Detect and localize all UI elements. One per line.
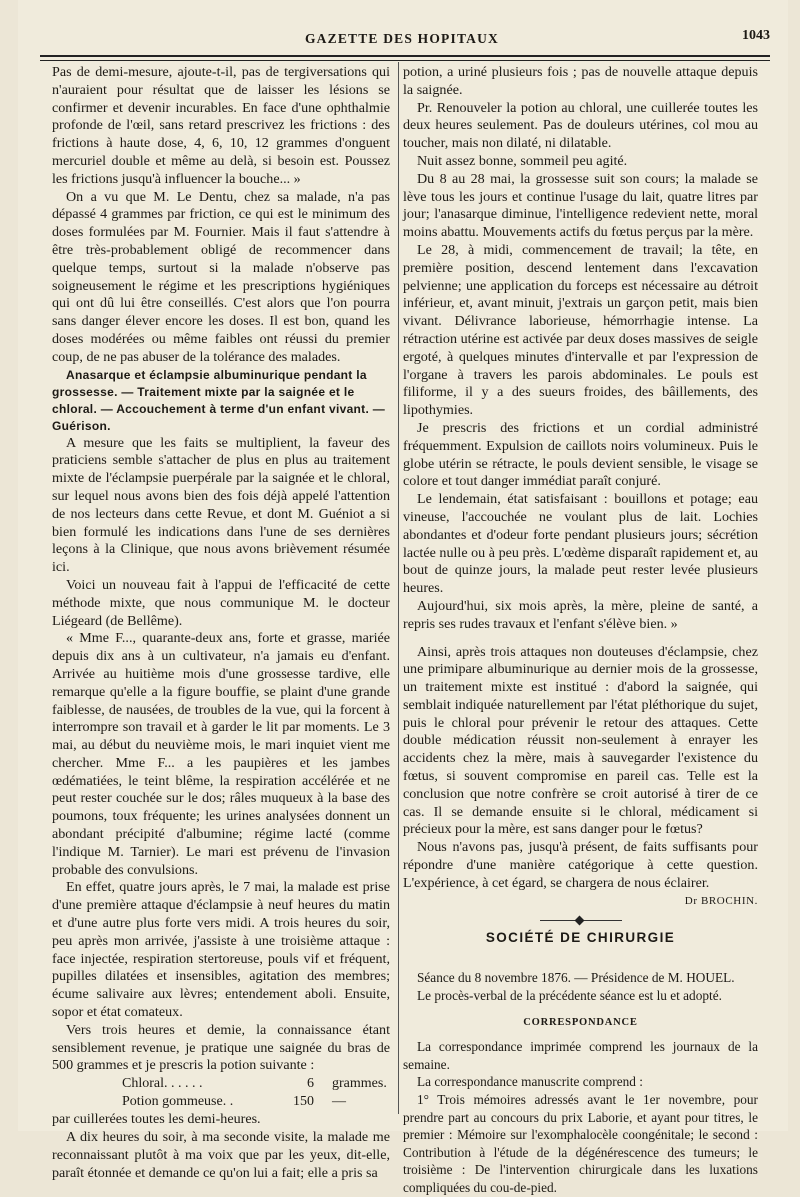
paragraph: La correspondance imprimée comprend les journaux de la semaine. [403,1039,758,1072]
drug-name: Potion gommeuse. . [122,1094,234,1110]
prescription [52,1075,390,1111]
drug-name: Chloral. . . . . . [122,1076,203,1092]
paragraph: « Mme F..., quarante-deux ans, forte et grasse, mariée depuis dix ans à un cultivateur, n'a jamais eu d'enfant. Arrivée au huitième mois d'une grossesse tardive, elle remarque qu'elle a la figure bouffie, se plaint d'une grande faiblesse, de nausées, de troubles de la vue, qui la forcent à interrompre son travail et à garder le lit par moments. Le 3 mai, au début du neuvième mois, le mari inquiet vient me chercher. Mme F... a les paupières et les jambes œdématiées, le teint blême, la respiration accélérée et ne peut rester couchée sur le dos; râles muqueux à la base des poumons, toux fréquente; les urines analysées donnent un abondant précipité d'albumine; régime lacté (comme l'indique M. Tarnier). Le mari est prévenu de l'invasion probable des convulsions. [52,630,390,878]
paragraph: potion, a uriné plusieurs fois ; pas de nouvelle attaque depuis la saignée. [403,64,758,98]
paragraph: 1° Trois mémoires adressés avant le 1er novembre, pour prendre part au concours du prix Laborie, et ayant pour titres, le premier : Mémoire sur l'exomphalocèle coongénitale; le second : Contribution à l'étude de la dégénérescence des tumeurs; le troisième : De l'intervention chirurgicale dans les luxations compliquées du cou-de-pied. [403,1092,758,1195]
section-separator [540,920,622,921]
paragraph: Voici un nouveau fait à l'appui de l'efficacité de cette méthode mixte, que nous communique M. le docteur Liégeard (de Bellême). [52,576,390,629]
subsection-title: CORRESPONDANCE [523,1017,638,1029]
left-column [52,64,390,1182]
paragraph: A mesure que les faits se multiplient, la faveur des praticiens semble s'attacher de plus en plus au traitement mixte de l'éclampsie puerpérale par la saignée et le chloral, sur lequel nous avons bien des fois déjà appelé l'attention de nos lecteurs dans cette Revue, et dont M. Guéniot a si bien formulé les indications dans l'une de ses dernières leçons à la Clinique, que nous avons brièvement résumée ici. [52,434,390,576]
session-line: Séance du 8 novembre 1876. — Présidence de M. HOUEL. [417,970,735,986]
paragraph: Le lendemain, état satisfaisant : bouillons et potage; eau vineuse, l'accouchée ne voulant plus de lait. Lochies abondantes et d'odeur forte pendant plusieurs jours; sécrétion lactée nulle ou à peu près. L'œdème disparaît rapidement et, au bout de quinze jours, la malade peut rester levée plusieurs heures. [403,491,758,597]
paragraph: La correspondance manuscrite comprend : [417,1074,643,1090]
journal-title: GAZETTE DES HOPITAUX [304,31,500,46]
paragraph: En effet, quatre jours après, le 7 mai, la malade est prise d'une première attaque d'éclampsie à neuf heures du matin et d'une autre plus forte vers midi. A trois heures du soir, peu après mon arrivée, j'assiste à une troisième attaque : face injectée, respiration stertoreuse, pouls vif et fréquent, pupilles dilatées et insensibles, agitation des membres; écume salivaire aux lèvres; entendement aboli. Ensuite, sopor et état comateux. [52,879,390,1021]
paragraph: Nuit assez bonne, sommeil peu agité. [417,152,628,169]
author-signature: Dr BROCHIN. [684,894,758,907]
paragraph: Nous n'avons pas, jusqu'à présent, de faits suffisants pour répondre d'une manière catégorique à cette question. L'expérience, à cet égard, se chargera de nous éclairer. [403,839,758,891]
drug-quantity: 150 [293,1094,314,1110]
article-title: Anasarque et éclampsie albuminurique pendant la grossesse. — Traitement mixte par la saignée et le chloral. — Accouchement à terme d'un enfant vivant. — Guérison. [52,367,386,433]
prescription-row [52,1093,390,1111]
paragraph: Pas de demi-mesure, ajoute-t-il, pas de tergiversations qui n'auraient pour résultat que de laisser les lésions se confirmer et devenir incurables. En face d'une ophthalmie profonde de l'œil, sans retard prescrivez les frictions : des frictions à haute dose, 4, 6, 10, 12 grammes d'onguent mercuriel double et même au delà, si besoin est. Poussez les frictions jusqu'à influencer la bouche... » [52,64,390,187]
paragraph: Aujourd'hui, six mois après, la mère, pleine de santé, a repris ses rudes travaux et l'enfant s'élève bien. » [403,597,758,632]
paragraph: Le 28, à midi, commencement de travail; la tête, en première position, descend lentement dans l'excavation pelvienne; une application du forceps est nécessaire au détroit inférieur, et, avant minuit, j'extrais un garçon petit, mais bien vivant. Délivrance laborieuse, hémorrhagie intense. La rétraction utérine est activée par deux doses massives de seigle ergoté, à quelques minutes d'intervalle et par l'expression de l'organe à travers les parois abdominales. Le pouls est filiforme, il y a des sueurs froides, des bâillements, des lipothymies. [403,241,758,419]
drug-unit: — [332,1094,346,1110]
paragraph: A dix heures du soir, à ma seconde visite, la malade me reconnaissant plutôt à ma voix que par les yeux, dit-elle, paraît étonnée et demande ce qu'on lui a fait; elle a pris sa [52,1129,390,1181]
drug-quantity: 6 [307,1076,314,1092]
prescription-row [52,1075,390,1093]
paragraph: Vers trois heures et demie, la connaissance étant sensiblement revenue, je pratique une saignée du bras de 500 grammes et je prescris la potion suivante : [52,1021,390,1074]
header-rule [40,55,770,61]
paragraph: Je prescris des frictions et un cordial administré fréquemment. Expulsion de caillots noirs volumineux. Puis le globe utérin se rétracte, le pouls devient sensible, le visage se colore et tout danger immédiat paraît conjuré. [403,419,758,490]
paragraph: Le procès-verbal de la précédente séance est lu et adopté. [417,987,722,1003]
page-number: 1043 [742,28,770,43]
right-column [403,64,758,1197]
paragraph: Ainsi, après trois attaques non douteuses d'éclampsie, chez une primipare albuminurique au dernier mois de la grossesse, un traitement mixte est institué : d'abord la saignée, qui semblait indiquée naturellement par l'état pléthorique du sujet, puis le chloral pour prévenir le retour des attaques. Cette double médication réussit non-seulement à enrayer les accidents chez la mère, mais à sauvegarder l'existence du fœtus, si souvent compromise en pareil cas. Telle est la conclusion que notre confrère se croit autorisé à tirer de ce cas. Il se demande ensuite si le chloral, médicament si précieux pour la mère, est sans danger pour le fœtus? [403,643,758,838]
paragraph: On a vu que M. Le Dentu, chez sa malade, n'a pas dépassé 4 grammes par friction, ce qui est le minimum des doses formulées par M. Fournier. Mais il faut s'attendre à être très-probablement obligé de recommencer dans quelque temps, surtout si la malade n'observe pas soigneusement le régime et les prescriptions hygiéniques qui ont dû lui être conseillés. C'est alors que l'on pourra sans danger élever encore les doses. Il est bon, quand les doses modérées ou même faibles ont réussi du premier coup, de ne pas abuser de la tolérance des malades. [52,188,390,365]
column-divider [398,62,399,1114]
paragraph: par cuillerées toutes les demi-heures. [52,1111,261,1128]
paragraph: Pr. Renouveler la potion au chloral, une cuillerée toutes les deux heures seulement. Pas de douleurs utérines, col mou au toucher, mais non dilaté, ni dilatable. [403,99,758,152]
section-title: SOCIÉTÉ DE CHIRURGIE [485,930,676,946]
drug-unit: grammes. [332,1076,387,1092]
page-header [34,27,770,51]
paragraph: Du 8 au 28 mai, la grossesse suit son cours; la malade se lève tous les jours et continue l'usage du lait, quatre litres par jour; l'anasarque diminue, l'intelligence redevient nette, moral moins abattu. Mouvements actifs du fœtus perçus par la mère. [403,170,758,241]
